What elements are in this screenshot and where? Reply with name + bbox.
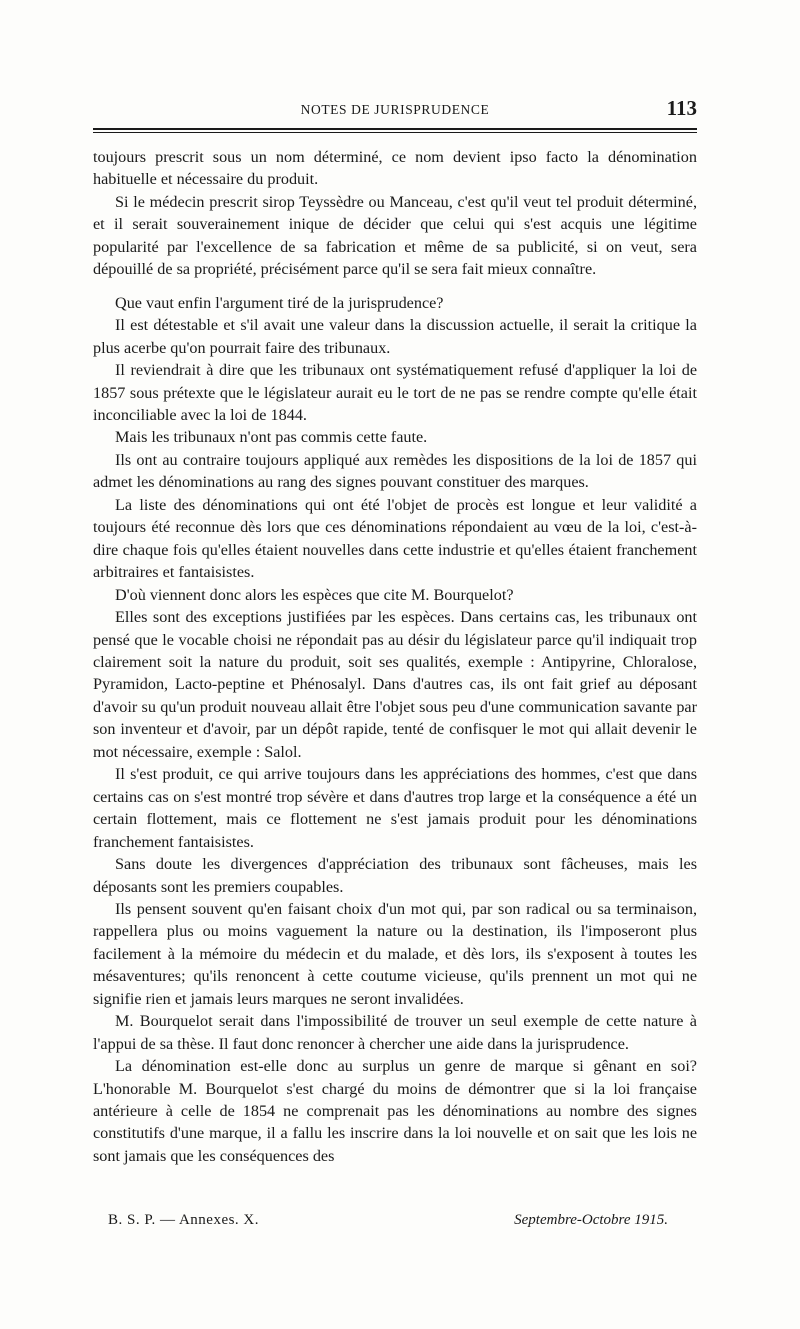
paragraph: M. Bourquelot serait dans l'impossibilité de trouver un seul exemple de cette nature à l'appui de sa thèse. Il faut donc renoncer à chercher une aide dans la jurisprudence.	[93, 1012, 697, 1053]
paragraph: D'où viennent donc alors les espèces que cite M. Bourquelot?	[115, 585, 514, 604]
body-text	[93, 146, 697, 1167]
paragraph: Si le médecin prescrit sirop Teyssèdre ou Manceau, c'est qu'il veut tel produit déterminé, et il serait souverainement inique de décider que celui qui s'est acquis une légitime popularité par l'excellence de sa fabrication et même de sa publicité, si on veut, sera dépouillé de sa propriété, précisément parce qu'il se sera fait mieux connaître.	[93, 192, 697, 279]
paragraph: Sans doute les divergences d'appréciation des tribunaux sont fâcheuses, mais les déposants sont les premiers coupables.	[93, 855, 697, 896]
paragraph: Il est détestable et s'il avait une valeur dans la discussion actuelle, il serait la critique la plus acerbe qu'on pourrait faire des tribunaux.	[93, 316, 697, 357]
paragraph: Elles sont des exceptions justifiées par les espèces. Dans certains cas, les tribunaux ont pensé que le vocable choisi ne répondait pas au désir du législateur parce qu'il indiquait trop clairement soit la nature du produit, soit ses qualités, exemple : Antipyrine, Chloralose, Pyramidon, Lacto-peptine et Phénosalyl. Dans d'autres cas, ils ont fait grief au déposant d'avoir su qu'un produit nouveau allait être l'objet sous peu d'une communication savante par son inventeur et d'avoir, par un dépôt rapide, tenté de confisquer le mot qui allait devenir le mot nécessaire, exemple : Salol.	[93, 608, 697, 761]
page-number: 113	[666, 96, 697, 120]
paragraph: toujours prescrit sous un nom déterminé, ce nom devient ipso facto la dénomination habituelle et nécessaire du produit.	[93, 148, 697, 189]
paragraph: Que vaut enfin l'argument tiré de la jurisprudence?	[115, 293, 444, 312]
paragraph: La dénomination est-elle donc au surplus un genre de marque si gênant en soi? L'honorable M. Bourquelot s'est chargé du moins de démontrer que si la loi française antérieure à celle de 1854 ne comprenait pas les dénominations au nombre des signes constitutifs d'une marque, il a fallu les inscrire dans la loi nouvelle et on sait que les lois ne sont jamais que les conséquences des	[93, 1057, 697, 1165]
paragraph: La liste des dénominations qui ont été l'objet de procès est longue et leur validité a toujours été reconnue dès lors que ces dénominations répondaient au vœu de la loi, c'est-à-dire chaque fois qu'elles étaient nouvelles dans cette industrie et qu'elles étaient franchement arbitraires et fantaisistes.	[93, 495, 697, 582]
page-header	[93, 96, 697, 126]
paragraph: Ils pensent souvent qu'en faisant choix d'un mot qui, par son radical ou sa terminaison, rappellera plus ou moins vaguement la nature ou la destination, ils l'imposeront plus facilement à la mémoire du médecin et du malade, et dès lors, ils s'exposent à toutes les mésaventures; qu'ils renoncent à cette coutume vicieuse, qu'ils prennent un mot qui ne signifie rien et jamais leurs marques ne seront invalidées.	[93, 899, 697, 1008]
header-rule	[93, 128, 697, 130]
page-footer	[108, 1212, 668, 1234]
paragraph: Il s'est produit, ce qui arrive toujours dans les appréciations des hommes, c'est que dans certains cas on s'est montré trop sévère et dans d'autres trop large et la conséquence a été un certain flottement, mais ce flottement ne s'est jamais produit pour les dénominations franchement fantaisistes.	[93, 765, 697, 851]
footer-citation: B. S. P. — Annexes. X.	[108, 1212, 260, 1228]
paragraph: Il reviendrait à dire que les tribunaux ont systématiquement refusé d'appliquer la loi de 1857 sous prétexte que le législateur aurait eu le tort de ne pas se rendre compte qu'elle était inconciliable avec la loi de 1844.	[93, 361, 697, 424]
running-title: NOTES DE JURISPRUDENCE	[300, 102, 490, 117]
paragraph: Mais les tribunaux n'ont pas commis cette faute.	[115, 428, 428, 447]
header-rule-thin	[93, 132, 697, 133]
paragraph: Ils ont au contraire toujours appliqué aux remèdes les dispositions de la loi de 1857 qui admet les dénominations au rang des signes pouvant constituer des marques.	[93, 450, 697, 492]
footer-date: Septembre-Octobre 1915.	[514, 1212, 668, 1228]
